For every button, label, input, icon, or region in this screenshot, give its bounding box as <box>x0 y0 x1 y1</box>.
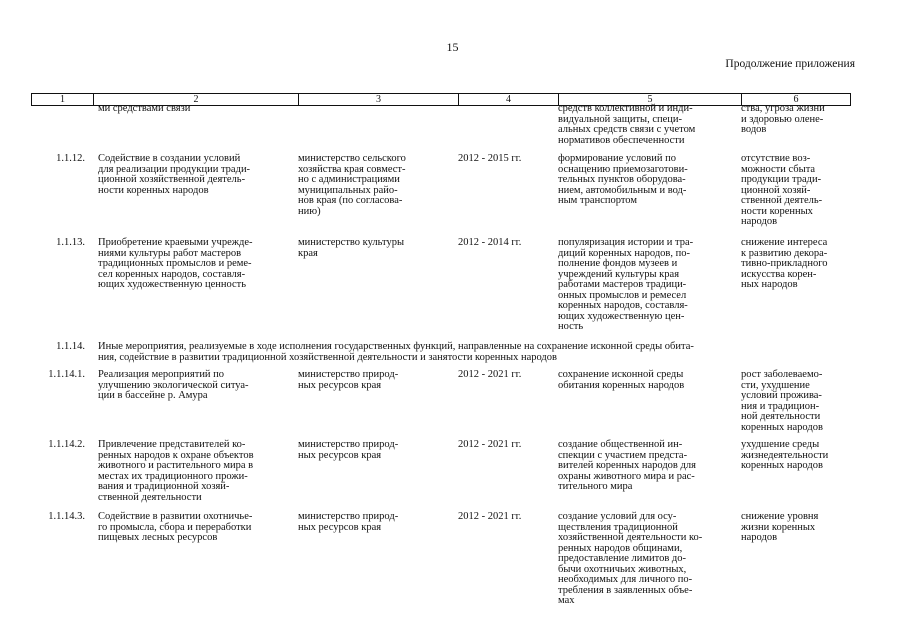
measure-text: Реализация мероприятий по улучшению экологической ситуа- ции в бассейне р. Амура <box>98 369 249 401</box>
header-col-4: 4 <box>458 94 558 105</box>
table-row <box>31 342 851 370</box>
period-text: 2012 - 2021 гг. <box>458 439 522 450</box>
measure-text: Привлечение представителей ко- ренных народов к охране объектов животного и растительного мира в местах их традиционного прожи- вания и традиционной хозяй- ственной деятельности <box>98 439 254 503</box>
executor-text: министерство природ- ных ресурсов края <box>298 439 399 461</box>
header-col-2: 2 <box>93 94 298 105</box>
row-number: 1.1.14.2. <box>48 439 85 450</box>
executor-text: министерство сельского хозяйства края совмест- но с администрациями муниципальных райо- нов края (по согласова- нию) <box>298 153 406 217</box>
continuation-title: Продолжение приложения <box>725 58 855 70</box>
period-text <box>458 104 558 154</box>
risk-text: отсутствие воз- можности сбыта продукции тради- ционной хозяй- ственной деятель- ности коренных народов <box>741 153 823 227</box>
result-text: сохранение исконной среды обитания коренных народов <box>558 369 685 391</box>
header-col-5: 5 <box>558 94 741 105</box>
row-number <box>31 104 93 154</box>
table-body <box>31 104 851 612</box>
risk-text: ства, угроза жизни и здоровью олене- водов <box>741 103 825 135</box>
row-number: 1.1.12. <box>56 153 85 164</box>
risk-text: рост заболеваемо- сти, ухудшение условий прожива- ния и традицион- ной деятельности коренных народов <box>741 369 823 433</box>
row-number: 1.1.13. <box>56 237 85 248</box>
executor-text <box>298 104 458 154</box>
period-text: 2012 - 2015 гг. <box>458 153 522 164</box>
table-row <box>31 238 851 342</box>
measure-text: Содействие в создании условий для реализации продукции тради- ционной хозяйственной деятель- ности коренных народов <box>98 153 251 196</box>
row-number: 1.1.14. <box>56 341 85 352</box>
table-row <box>31 154 851 238</box>
measure-text: ми средствами связи <box>98 103 191 114</box>
header-col-3: 3 <box>298 94 458 105</box>
table-row <box>31 370 851 440</box>
section-text: Иные мероприятия, реализуемые в ходе исполнения государственных функций, направленные на сохранение исконной среды обита- ния, содействие в развитии традиционной хозяйственной деятельности и занятости коренных народов <box>98 341 694 363</box>
table-row <box>31 512 851 612</box>
result-text: популяризация истории и тра- диций коренных народов, по- полнение фондов музеев и учреждений культуры края работами мастеров традици- онных промыслов и ремесел коренных народов, составля- ющих художественную цен- ность <box>558 237 694 332</box>
period-text: 2012 - 2021 гг. <box>458 511 522 522</box>
risk-text: ухудшение среды жизнедеятельности коренных народов <box>741 439 829 471</box>
row-number: 1.1.14.1. <box>48 369 85 380</box>
table-row <box>31 440 851 512</box>
period-text: 2012 - 2021 гг. <box>458 369 522 380</box>
row-number: 1.1.14.3. <box>48 511 85 522</box>
executor-text: министерство культуры края <box>298 237 405 259</box>
executor-text: министерство природ- ных ресурсов края <box>298 369 399 391</box>
result-text: средств коллективной и инди- видуальной защиты, специ- альных средств связи с учетом нормативов обеспеченности <box>558 103 696 146</box>
header-col-6: 6 <box>741 94 851 105</box>
table-row <box>31 104 851 154</box>
result-text: создание общественной ин- спекции с участием предста- вителей коренных народов для охраны животного мира и рас- тительного мира <box>558 439 696 492</box>
result-text: формирование условий по оснащению приемозаготови- тельных пунктов оборудова- нием, автомобильным и вод- ным транспортом <box>558 153 688 206</box>
risk-text: снижение уровня жизни коренных народов <box>741 511 819 543</box>
result-text: создание условий для осу- ществления традиционной хозяйственной деятельности ко- ренных народов общинами, предоставление лимитов до- бычи охотничьих животных, необходимых для личного по- требления в заявленных объе- мах <box>558 511 703 606</box>
risk-text: снижение интереса к развитию декора- тивно-прикладного искусства корен- ных народов <box>741 237 828 290</box>
executor-text: министерство природ- ных ресурсов края <box>298 511 399 533</box>
header-col-1: 1 <box>31 94 93 105</box>
measure-text: Приобретение краевыми учрежде- ниями культуры работ мастеров традиционных промыслов и реме- сел коренных народов, составля- ющих художественную ценность <box>98 237 253 290</box>
measure-text: Содействие в развитии охотничье- го промысла, сбора и переработки пищевых лесных ресурсов <box>98 511 253 543</box>
period-text: 2012 - 2014 гг. <box>458 237 522 248</box>
page-number: 15 <box>446 40 459 54</box>
